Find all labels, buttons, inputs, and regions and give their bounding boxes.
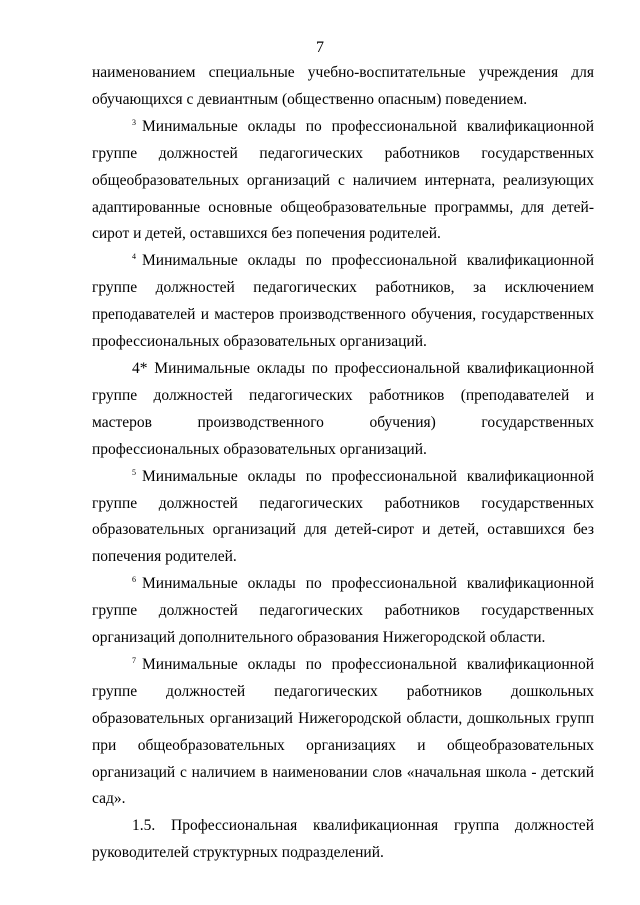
footnote-text: Минимальные оклады по профессиональной квалификационной группе должностей педагогических работников государственных общеобразовательных организаций с наличием интерната, реализующих адаптированные основные общеобразовательные программы, для детей-сирот и детей, оставшихся без попечения родителей. <box>92 117 594 243</box>
page-number: 7 <box>316 39 324 56</box>
footnote-text: Минимальные оклады по профессиональной квалификационной группе должностей педагогических работников дошкольных образовательных организаций Нижегородской области, дошкольных групп при общеобразовательных организациях и общеобразовательных организаций с наличием в наименовании слов «начальная школа - детский сад». <box>92 655 594 808</box>
section-heading-1-5 <box>92 813 594 867</box>
footnote-4-star <box>92 356 594 464</box>
footnote-7 <box>92 652 594 813</box>
footnote-4 <box>92 248 594 356</box>
footnote-marker: 3 <box>132 117 136 127</box>
paragraph-text: наименованием специальные учебно-воспитательные учреждения для обучающихся с девиантным (общественно опасным) поведением. <box>92 64 594 108</box>
footnote-text: Минимальные оклады по профессиональной квалификационной группе должностей педагогических работников государственных организаций дополнительного образования Нижегородской области. <box>92 575 594 647</box>
footnote-5 <box>92 464 594 572</box>
footnote-marker: 5 <box>132 467 136 477</box>
paragraph-continuation <box>92 60 594 114</box>
section-text: 1.5. Профессиональная квалификационная группа должностей руководителей структурных подразделений. <box>92 817 594 862</box>
footnote-text: 4* Минимальные оклады по профессиональной квалификационной группе должностей педагогических работников (преподавателей и мастеров производственного обучения) государственных профессиональных образовательных организаций. <box>92 359 594 458</box>
footnote-marker: 6 <box>132 575 136 585</box>
footnote-text: Минимальные оклады по профессиональной квалификационной группе должностей педагогических работников, за исключением преподавателей и мастеров производственного обучения, государственных профессиональных образовательных организаций. <box>92 252 594 351</box>
footnote-marker: 7 <box>132 655 136 665</box>
footnote-text: Минимальные оклады по профессиональной квалификационной группе должностей педагогических работников государственных образовательных организаций для детей-сирот и детей, оставшихся без попечения родителей. <box>92 467 594 566</box>
document-body <box>92 60 594 867</box>
footnote-marker: 4 <box>132 252 136 262</box>
footnote-3 <box>92 114 594 249</box>
footnote-6 <box>92 571 594 652</box>
